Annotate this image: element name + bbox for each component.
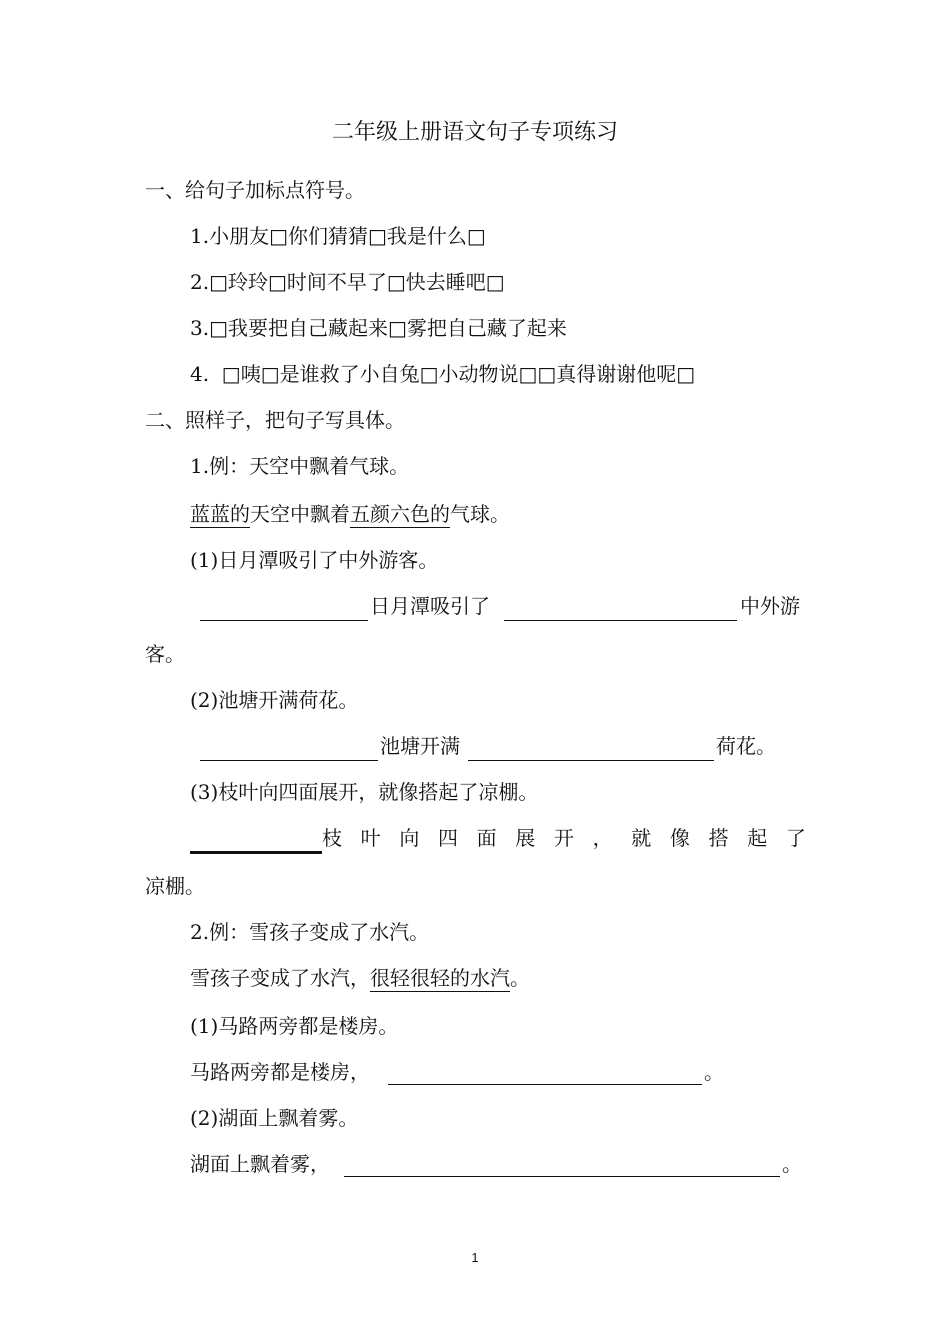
example2-sentence [190, 964, 530, 992]
char: 向 [399, 826, 420, 850]
example-text: 雪孩子变成了水汽， [190, 966, 370, 990]
char: 叶 [360, 826, 381, 850]
char: 枝 [322, 826, 342, 850]
underlined-word: 蓝蓝的 [190, 502, 250, 526]
q1-1-mid: 日月潭吸引了 [370, 594, 490, 618]
answer-blank[interactable] [200, 620, 368, 621]
q1-3-label: (3)枝叶向四面展开，就像搭起了凉棚。 [190, 780, 539, 804]
example1-label: 1.例：天空中飘着气球。 [190, 454, 410, 478]
q2-1-label: (1)马路两旁都是楼房。 [190, 1014, 399, 1038]
section1-heading: 一、给句子加标点符号。 [145, 178, 365, 202]
q2-2-label: (2)湖面上飘着雾。 [190, 1106, 359, 1130]
char: 起 [747, 826, 768, 850]
answer-blank[interactable] [504, 620, 737, 621]
answer-blank[interactable] [190, 851, 322, 854]
underlined-word: 五颜六色的 [350, 502, 450, 526]
s1-item-4: 4. □咦□是谁救了小自兔□小动物说□□真得谢谢他呢□ [190, 362, 696, 386]
example-text: 气球。 [450, 502, 510, 526]
q1-2-end: 荷花。 [716, 734, 776, 758]
char: 就 [631, 826, 652, 850]
underlined-word: 很轻很轻的水汽 [370, 966, 510, 990]
s1-item-3: 3.□我要把自己藏起来□雾把自己藏了起来 [190, 316, 567, 340]
answer-blank[interactable] [200, 760, 378, 761]
char: 四 [437, 826, 458, 850]
s1-item-1: 1.小朋友□你们猜猜□我是什么□ [190, 224, 486, 248]
q2-2-end: 。 [782, 1152, 802, 1176]
char: 展 [515, 826, 536, 850]
q1-1-label: (1)日月潭吸引了中外游客。 [190, 548, 439, 572]
section2-heading: 二、照样子，把句子写具体。 [145, 408, 405, 432]
char: 开 [553, 826, 574, 850]
char: 面 [476, 826, 497, 850]
q2-1-end: 。 [704, 1060, 724, 1084]
example1-sentence [190, 500, 510, 528]
q2-1-start: 马路两旁都是楼房， [190, 1060, 370, 1084]
char: ， [592, 826, 613, 850]
q1-1-end: 中外游 [740, 594, 800, 618]
char: 像 [669, 826, 690, 850]
example-text: 天空中飘着 [250, 502, 350, 526]
answer-blank[interactable] [388, 1084, 702, 1085]
example2-label: 2.例：雪孩子变成了水汽。 [190, 920, 430, 944]
q1-2-mid: 池塘开满 [380, 734, 460, 758]
q1-1-wrap: 客。 [145, 642, 185, 666]
s1-item-2: 2.□玲玲□时间不早了□快去睡吧□ [190, 270, 505, 294]
page-title: 二年级上册语文句子专项练习 [331, 120, 618, 145]
answer-blank[interactable] [468, 760, 714, 761]
page-number: 1 [471, 1250, 479, 1265]
char: 搭 [708, 826, 729, 850]
char: 了 [785, 826, 806, 850]
q1-3-wrap: 凉棚。 [145, 874, 205, 898]
q2-2-start: 湖面上飘着雾， [190, 1152, 330, 1176]
q1-3-sentence [322, 824, 806, 852]
answer-blank[interactable] [344, 1176, 780, 1177]
example-text: 。 [510, 966, 530, 990]
q1-2-label: (2)池塘开满荷花。 [190, 688, 359, 712]
